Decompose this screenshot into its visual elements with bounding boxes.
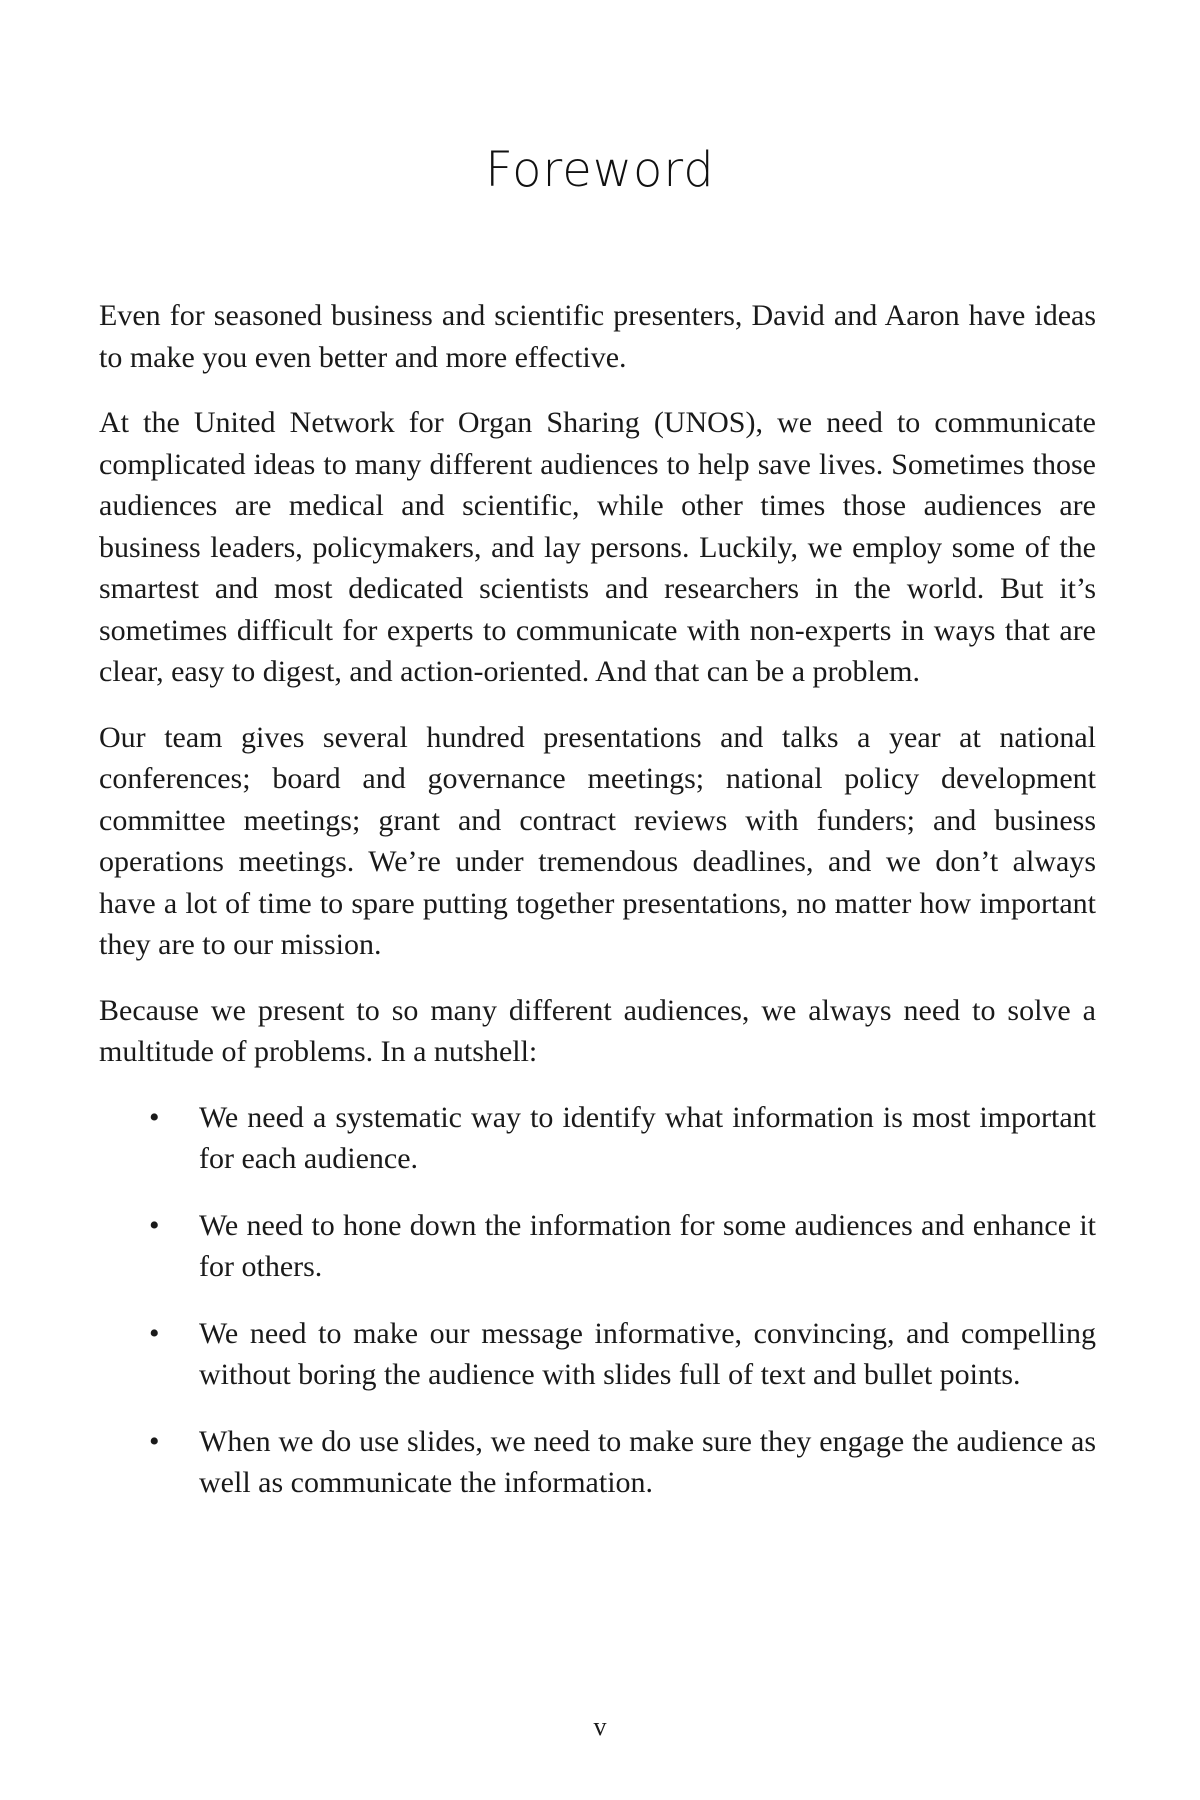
page-title: Foreword [485, 142, 715, 198]
list-item [99, 1421, 1096, 1504]
list-item-text: When we do use slides, we need to make sure they engage the audience as well as communicate the information. [199, 1424, 1096, 1499]
bullet-icon: • [149, 1424, 160, 1458]
paragraph: Our team gives several hundred presentations and talks a year at national conferences; board and governance meetings; national policy development committee meetings; grant and contract reviews with funders; and business operations meetings. We’re under tremendous deadlines, and we don’t always have a lot of time to spare putting together presentations, no matter how important they are to our mission. [99, 720, 1096, 961]
bullet-icon: • [149, 1208, 160, 1242]
list-item-text: We need a systematic way to identify what information is most important for each audience. [199, 1100, 1096, 1175]
list-item-text: We need to make our message informative, convincing, and compelling without boring the audience with slides full of text and bullet points. [199, 1316, 1096, 1391]
paragraph: At the United Network for Organ Sharing (UNOS), we need to communicate complicated ideas to many different audiences to help save lives. Sometimes those audiences are medical and scientific, while other times those audiences are business leaders, policymakers, and lay persons. Luckily, we employ some of the smartest and most dedicated scientists and researchers in the world. But it’s sometimes difficult for experts to communicate with non-experts in ways that are clear, easy to digest, and action-oriented. And that can be a problem. [99, 406, 1096, 688]
list-item [99, 1205, 1096, 1288]
list-item-text: We need to hone down the information for some audiences and enhance it for others. [199, 1208, 1096, 1283]
bullet-icon: • [149, 1100, 160, 1134]
paragraph: Because we present to so many different audiences, we always need to solve a multitude of problems. In a nutshell: [99, 993, 1096, 1068]
page-number: v [593, 1712, 607, 1741]
paragraph: Even for seasoned business and scientific presenters, David and Aaron have ideas to make you even better and more effective. [99, 299, 1096, 374]
bullet-list [99, 1097, 1096, 1504]
bullet-icon: • [149, 1316, 160, 1350]
list-item [99, 1313, 1096, 1396]
list-item [99, 1097, 1096, 1180]
foreword-body [99, 295, 1096, 1529]
